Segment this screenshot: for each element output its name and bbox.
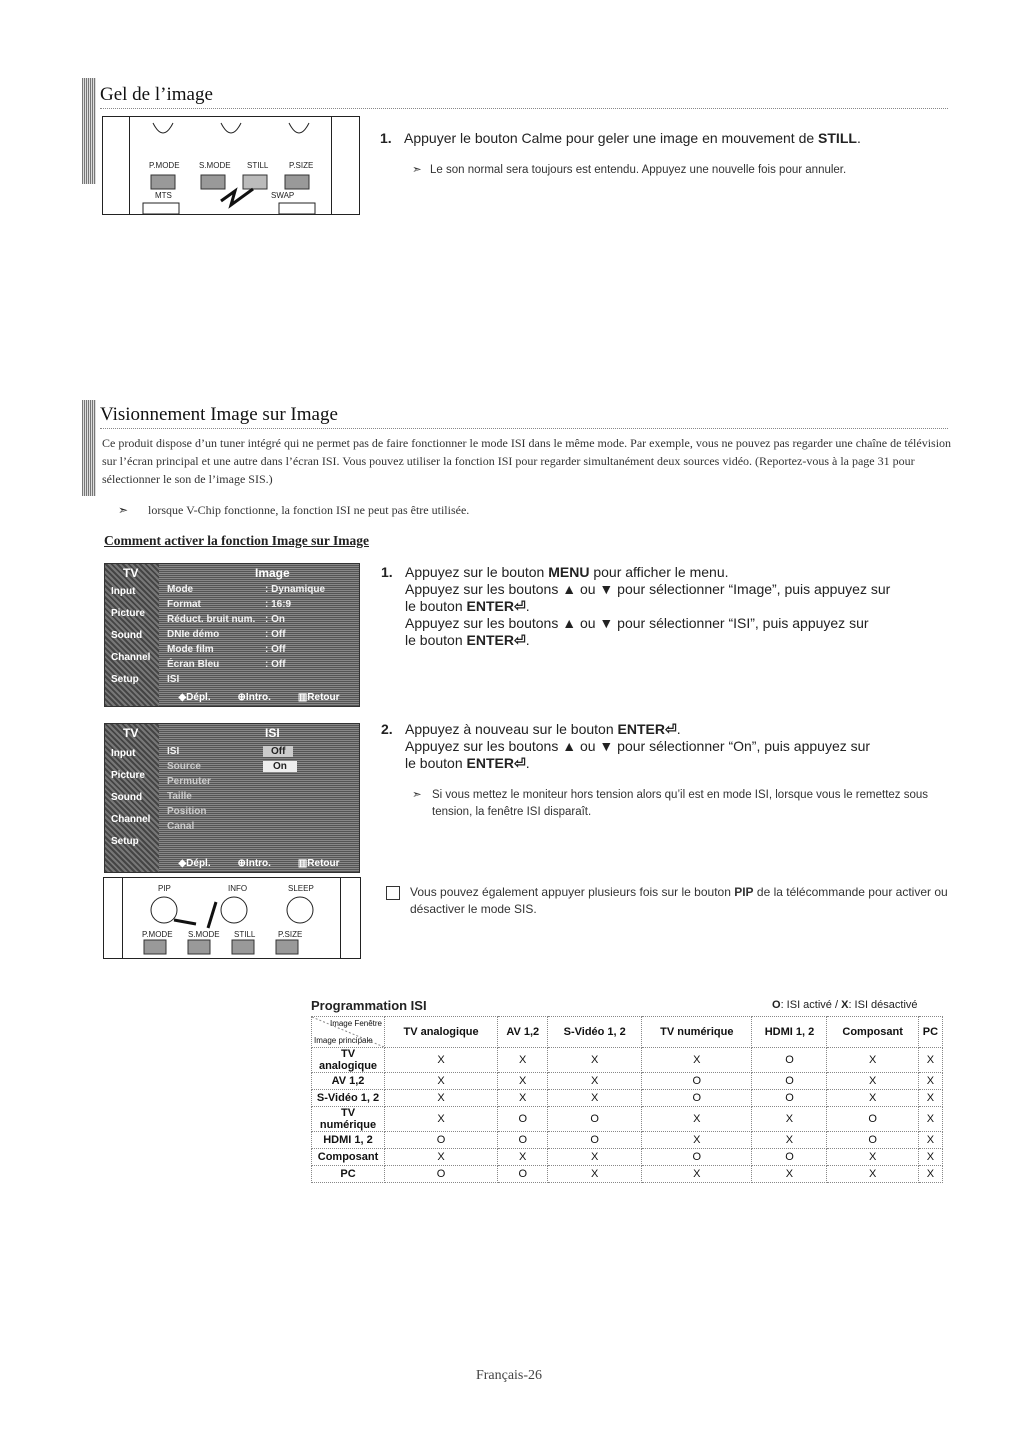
- table-cell: O: [752, 1090, 827, 1107]
- table-row: [312, 1090, 943, 1107]
- subheading: Comment activer la fonction Image sur Image: [104, 533, 369, 548]
- table-col-header: TV analogique: [385, 1017, 498, 1048]
- remote-label: STILL: [247, 161, 269, 170]
- osd-side-item: Channel: [111, 814, 151, 825]
- table-cell: O: [385, 1132, 498, 1149]
- section-title-isi: Visionnement Image sur Image: [100, 404, 338, 425]
- remote-label: P.MODE: [142, 930, 173, 939]
- section-bar: [82, 78, 96, 184]
- osd-side-item: Sound: [111, 792, 143, 803]
- table-cell: O: [498, 1107, 548, 1132]
- osd-side-item: Input: [111, 586, 136, 597]
- osd-menu-image: TV Image Input Picture Sound Channel Setup Mode : Dynamique Format : 16:9 Réduct. bruit num. : On DNIe démo : Off Mode film : Off Écran Bleu : Off ISI ◆Dépl. ⊕Intro. ▥Retour: [104, 563, 360, 707]
- table-col-header: Composant: [827, 1017, 918, 1048]
- remote-illustration-pip: [103, 877, 361, 959]
- osd-side-item: Picture: [111, 608, 145, 619]
- step-keyword: STILL: [818, 130, 857, 146]
- table-cell: X: [827, 1048, 918, 1073]
- table-row-header: TV numérique: [312, 1107, 385, 1132]
- table-cell: X: [918, 1073, 942, 1090]
- vchip-note: lorsque V-Chip fonctionne, la fonction ISI ne peut pas être utilisée.: [148, 503, 470, 517]
- remote-buttons-icon: [103, 117, 359, 214]
- table-cell: O: [752, 1149, 827, 1166]
- table-cell: X: [385, 1048, 498, 1073]
- osd-footer: ◆Dépl. ⊕Intro. ▥Retour: [178, 858, 340, 869]
- table-cell: X: [918, 1048, 942, 1073]
- table-cell: X: [548, 1149, 642, 1166]
- table-row-header: S-Vidéo 1, 2: [312, 1090, 385, 1107]
- table-col-header: PC: [918, 1017, 942, 1048]
- remote-label: S.MODE: [188, 930, 220, 939]
- remote-illustration-still: [102, 116, 360, 215]
- step-text-still: [404, 130, 964, 147]
- table-row: [312, 1166, 943, 1183]
- osd-side-item: Input: [111, 748, 136, 759]
- table-cell: O: [642, 1073, 752, 1090]
- table-cell: O: [752, 1048, 827, 1073]
- osd-side-item: Setup: [111, 674, 139, 685]
- remote-label: P.SIZE: [289, 161, 314, 170]
- tip-pip: Vous pouvez également appuyer plusieurs fois sur le bouton PIP de la télécommande pour activer ou désactiver le mode SIS.: [410, 885, 948, 916]
- note-arrow-icon: ➣: [412, 789, 422, 801]
- table-cell: X: [827, 1166, 918, 1183]
- osd-title: Image: [255, 566, 290, 580]
- note-still: Le son normal sera toujours est entendu. Appuyez une nouvelle fois pour annuler.: [430, 164, 847, 176]
- table-row: [312, 1149, 943, 1166]
- table-cell: X: [918, 1090, 942, 1107]
- table-cell: O: [752, 1073, 827, 1090]
- table-row: [312, 1073, 943, 1090]
- osd-side-item: Channel: [111, 652, 151, 663]
- table-cell: O: [498, 1166, 548, 1183]
- table-cell: X: [385, 1107, 498, 1132]
- note-power: Si vous mettez le moniteur hors tension alors qu’il est en mode ISI, lorsque vous le remettez sous tension, la fenêtre ISI disparaît.: [432, 789, 929, 818]
- note-arrow-icon: ➣: [412, 164, 422, 176]
- remote-label: P.MODE: [149, 161, 180, 170]
- table-col-header: HDMI 1, 2: [752, 1017, 827, 1048]
- table-cell: X: [827, 1073, 918, 1090]
- table-cell: X: [642, 1166, 752, 1183]
- table-cell: O: [642, 1090, 752, 1107]
- table-cell: X: [642, 1107, 752, 1132]
- table-col-header: S-Vidéo 1, 2: [548, 1017, 642, 1048]
- section-title-gel: Gel de l’image: [100, 84, 213, 105]
- memo-icon: [386, 886, 400, 905]
- remote-label: MTS: [155, 191, 172, 200]
- table-cell: X: [498, 1149, 548, 1166]
- remote-label: SWAP: [271, 191, 295, 200]
- table-cell: X: [642, 1048, 752, 1073]
- osd-title: ISI: [265, 726, 280, 740]
- table-cell: O: [827, 1107, 918, 1132]
- remote-label: PIP: [158, 884, 171, 893]
- table-cell: X: [548, 1073, 642, 1090]
- step-2-text: Appuyez à nouveau sur le bouton ENTER⏎. Appuyez sur les boutons ▲ ou ▼ pour sélectionner “On”, puis appuyez sur le bouton ENTER⏎.: [405, 721, 871, 771]
- remote-label: P.SIZE: [278, 930, 303, 939]
- table-cell: X: [548, 1166, 642, 1183]
- table-cell: X: [548, 1048, 642, 1073]
- table-row-header: Composant: [312, 1149, 385, 1166]
- table-row: [312, 1132, 943, 1149]
- table-row-header: HDMI 1, 2: [312, 1132, 385, 1149]
- intro-paragraph: Ce produit dispose d’un tuner intégré qui ne permet pas de faire fonctionner le mode ISI dans le même mode. Par exemple, vous ne pouvez pas regarder une chaîne de télévision sur l’écran principal et une autre dans l’écran ISI. Vous pouvez utiliser la fonction ISI pour regarder simultanément deux sources vidéo. (Reportez-vous à la page 31 pour sélectionner le son de l’image SIS.): [102, 436, 952, 486]
- table-cell: X: [918, 1132, 942, 1149]
- osd-side-item: Setup: [111, 836, 139, 847]
- table-row-header: AV 1,2: [312, 1073, 385, 1090]
- table-cell: X: [642, 1132, 752, 1149]
- osd-tv-label: TV: [123, 726, 139, 740]
- table-cell: X: [827, 1090, 918, 1107]
- section-rule: [100, 428, 948, 429]
- osd-tv-label: TV: [123, 566, 139, 580]
- table-cell: X: [752, 1132, 827, 1149]
- page-number: Français-26: [475, 1368, 543, 1383]
- table-cell: X: [752, 1166, 827, 1183]
- table-cell: X: [752, 1107, 827, 1132]
- table-row: [312, 1107, 943, 1132]
- table-cell: X: [385, 1090, 498, 1107]
- table-col-header: AV 1,2: [498, 1017, 548, 1048]
- table-cell: X: [827, 1149, 918, 1166]
- table-cell: X: [498, 1090, 548, 1107]
- table-header-row: [312, 1017, 943, 1048]
- osd-menu-isi: TV ISI Input Picture Sound Channel Setup ISI Off Source On Permuter Taille Position Canal ◆Dépl. ⊕Intro. ▥Retour: [104, 723, 360, 873]
- table-row-header: TV analogique: [312, 1048, 385, 1073]
- table-cell: X: [385, 1073, 498, 1090]
- table-col-header: TV numérique: [642, 1017, 752, 1048]
- table-cell: O: [385, 1166, 498, 1183]
- remote-label: INFO: [228, 884, 248, 893]
- table-legend: O: ISI activé / X: ISI désactivé: [772, 999, 918, 1011]
- table-cell: O: [642, 1149, 752, 1166]
- table-cell: X: [385, 1149, 498, 1166]
- remote-label: SLEEP: [288, 884, 314, 893]
- isi-table: [311, 1016, 943, 1183]
- osd-side-item: Picture: [111, 770, 145, 781]
- table-cell: X: [918, 1166, 942, 1183]
- section-rule: [100, 108, 948, 109]
- table-cell: X: [918, 1107, 942, 1132]
- step-text: .: [856, 130, 861, 146]
- table-title: Programmation ISI: [311, 998, 427, 1013]
- osd-side-item: Sound: [111, 630, 143, 641]
- remote-label: STILL: [234, 930, 256, 939]
- table-row: [312, 1048, 943, 1073]
- table-cell: O: [498, 1132, 548, 1149]
- osd-footer: ◆Dépl. ⊕Intro. ▥Retour: [178, 692, 340, 703]
- table-cell: O: [548, 1107, 642, 1132]
- table-cell: X: [498, 1073, 548, 1090]
- step-number: 2.: [381, 721, 393, 737]
- table-cell: O: [548, 1132, 642, 1149]
- remote-label: S.MODE: [199, 161, 231, 170]
- section-bar: [82, 400, 96, 496]
- table-row-header: PC: [312, 1166, 385, 1183]
- note-arrow-icon: ➣: [118, 503, 129, 517]
- step-number: 1.: [381, 564, 393, 580]
- table-cell: X: [918, 1149, 942, 1166]
- step-1-text: Appuyez sur le bouton MENU pour afficher le menu. Appuyez sur les boutons ▲ ou ▼ pour sélectionner “Image”, puis appuyez sur le bouton ENTER⏎. Appuyez sur les boutons ▲ ou ▼ pour sélectionner “ISI”, puis appuyez sur le bouton ENTER⏎.: [405, 564, 891, 648]
- table-corner-cell: Image Fenêtre Image principale: [312, 1017, 385, 1048]
- step-number: 1.: [380, 130, 392, 146]
- step-text: Appuyer le bouton Calme pour geler une image en mouvement de: [404, 130, 819, 146]
- table-cell: O: [827, 1132, 918, 1149]
- table-cell: X: [498, 1048, 548, 1073]
- table-cell: X: [548, 1090, 642, 1107]
